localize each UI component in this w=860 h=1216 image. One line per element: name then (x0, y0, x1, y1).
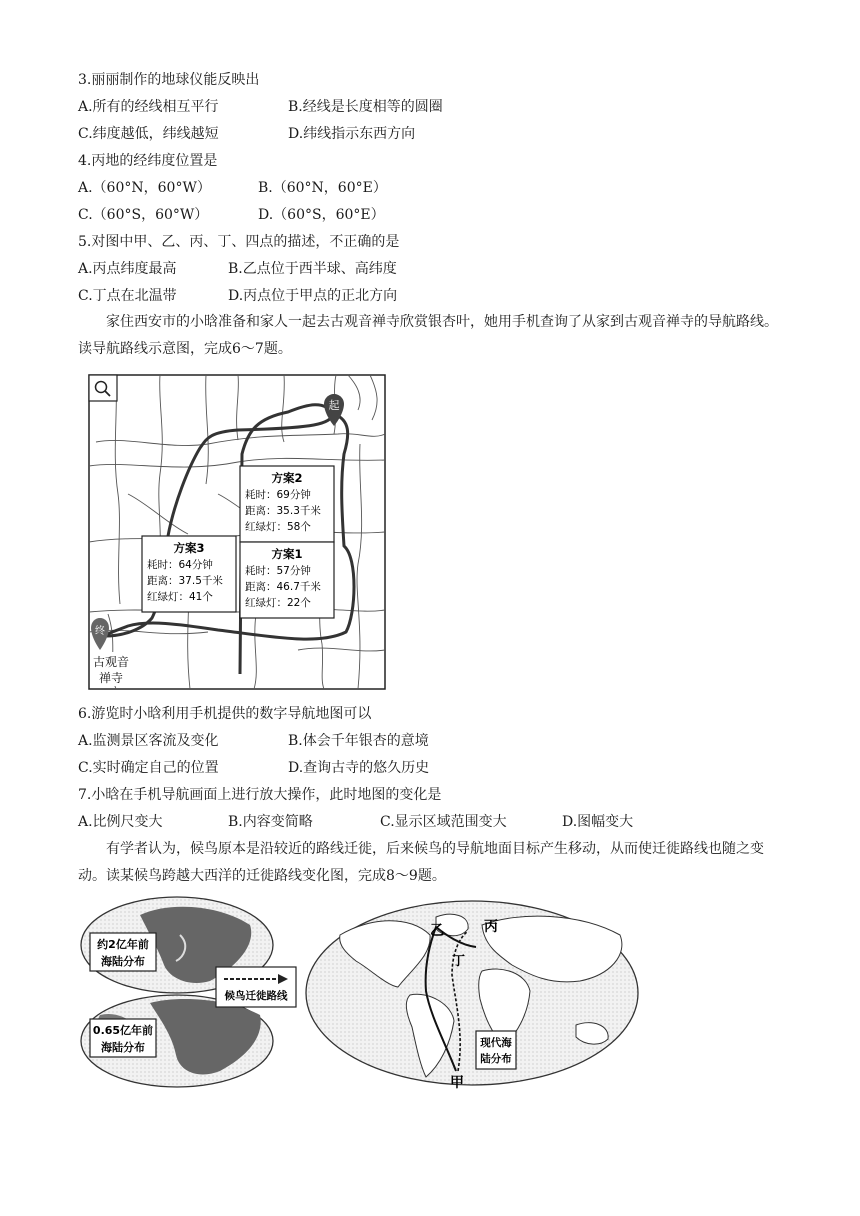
q3-option-a: A.所有的经线相互平行 (78, 99, 219, 115)
q6-option-d: D.查询古寺的悠久历史 (288, 760, 430, 776)
plan-1-box (240, 542, 334, 618)
plan-3-time: 耗时：64分钟 (147, 559, 213, 571)
label-modern-line1: 现代海 (480, 1037, 512, 1049)
legend-migration-route (216, 967, 296, 1007)
plan-2-time: 耗时：69分钟 (245, 489, 311, 501)
label-200-line1: 约2亿年前 (97, 938, 149, 951)
point-yi: 乙 (430, 923, 444, 939)
navigation-route-map (88, 374, 386, 690)
q5-option-c: C.丁点在北温带 (78, 288, 177, 304)
plan-3-box (142, 536, 236, 612)
destination-name-line2: 禅寺 (98, 671, 124, 685)
q5-stem: 5.对图中甲、乙、丙、丁、四点的描述，不正确的是 (78, 234, 400, 250)
q7-option-b: B.内容变简略 (228, 814, 313, 830)
q7-option-d: D.图幅变大 (562, 814, 634, 830)
q6-option-a: A.监测景区客流及变化 (78, 733, 219, 749)
q5-option-d: D.丙点位于甲点的正北方向 (228, 288, 398, 304)
map-65-million-years (81, 995, 273, 1087)
intro-migration-text: 有学者认为，候鸟原本是沿较近的路线迁徙，后来候鸟的导航地面目标产生移动，从而使迁徙路线也随之变动。读某候鸟跨越大西洋的迁徙路线变化图，完成8～9题。 (78, 841, 764, 884)
plan-2-box (240, 466, 334, 542)
q3-option-c: C.纬度越低，纬线越短 (78, 126, 219, 142)
plan-3-distance: 距离：37.5千米 (147, 575, 223, 587)
bird-migration-map (80, 895, 640, 1091)
plan-2-title: 方案2 (271, 471, 303, 485)
search-icon (89, 375, 117, 401)
destination-name-line1: 古观音 (92, 655, 130, 669)
plan-1-title: 方案1 (271, 547, 303, 561)
q4-option-b: B.（60°N，60°E） (258, 180, 387, 196)
intro-paragraph-navigation (78, 309, 784, 363)
plan-2-lights: 红绿灯：58个 (245, 521, 311, 533)
q4-option-d: D.（60°S，60°E） (258, 207, 385, 223)
label-65-line2: 海陆分布 (101, 1041, 145, 1054)
q7-option-a: A.比例尺变大 (78, 814, 163, 830)
plan-1-distance: 距离：46.7千米 (245, 581, 321, 593)
map-modern (306, 901, 638, 1091)
q4-option-a: A.（60°N，60°W） (78, 180, 211, 196)
q6-option-c: C.实时确定自己的位置 (78, 760, 219, 776)
q7-stem: 7.小晗在手机导航画面上进行放大操作，此时地图的变化是 (78, 787, 442, 803)
end-label: 终 (95, 626, 105, 637)
label-200-line2: 海陆分布 (101, 955, 145, 968)
plan-1-lights: 红绿灯：22个 (245, 597, 311, 609)
point-ding: 丁 (452, 954, 466, 969)
q3-option-b: B.经线是长度相等的圆圈 (288, 99, 443, 115)
q3-stem: 3.丽丽制作的地球仪能反映出 (78, 72, 260, 88)
plan-2-distance: 距离：35.3千米 (245, 505, 321, 517)
q4-option-c: C.（60°S，60°W） (78, 207, 209, 223)
q5-option-b: B.乙点位于西半球、高纬度 (228, 261, 397, 277)
point-bing: 丙 (484, 919, 498, 935)
point-jia: 甲 (450, 1075, 464, 1091)
q4-stem: 4.丙地的经纬度位置是 (78, 153, 218, 169)
intro-navigation-text: 家住西安市的小晗准备和家人一起去古观音禅寺欣赏银杏叶，她用手机查询了从家到古观音禅寺的导航路线。读导航路线示意图，完成6～7题。 (78, 314, 778, 357)
q6-option-b: B.体会千年银杏的意境 (288, 733, 429, 749)
q5-option-a: A.丙点纬度最高 (78, 261, 177, 277)
start-label: 起 (328, 399, 340, 412)
q6-stem: 6.游览时小晗利用手机提供的数字导航地图可以 (78, 706, 372, 722)
label-65-line1: 0.65亿年前 (92, 1024, 154, 1037)
intro-paragraph-migration (78, 836, 784, 890)
plan-3-title: 方案3 (173, 541, 205, 555)
legend-label: 候鸟迁徙路线 (224, 990, 288, 1002)
label-modern-line2: 陆分布 (480, 1053, 512, 1065)
plan-3-lights: 红绿灯：41个 (147, 591, 213, 603)
plan-1-time: 耗时：57分钟 (245, 565, 311, 577)
q3-option-d: D.纬线指示东西方向 (288, 126, 416, 142)
q7-option-c: C.显示区域范围变大 (380, 814, 507, 830)
